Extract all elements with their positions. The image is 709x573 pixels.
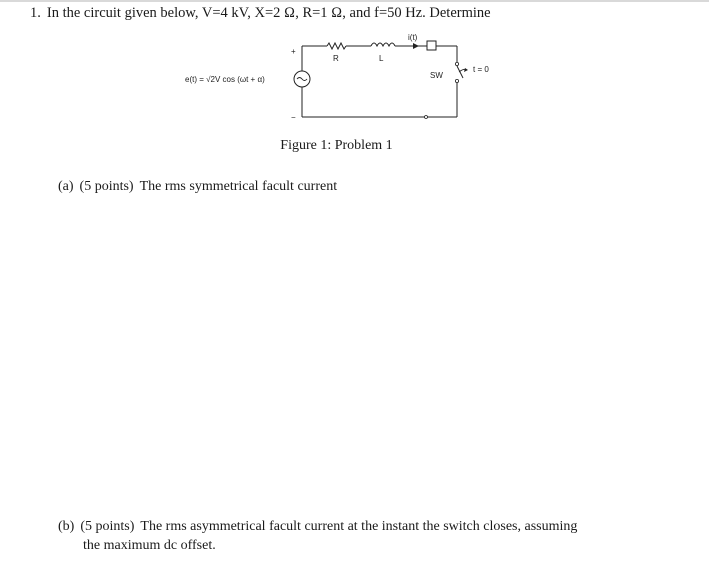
- top-rule: [0, 0, 709, 2]
- figure-caption: [0, 138, 709, 154]
- problem-number: 1.: [30, 5, 41, 21]
- problem-text: In the circuit given below, V=4 kV, X=2 Ω, R=1 Ω, and f=50 Hz. Determine: [46, 5, 491, 21]
- problem-statement: [30, 5, 491, 22]
- minus-sign: −: [291, 113, 296, 122]
- part-a: [58, 177, 337, 196]
- breaker-icon: [427, 41, 436, 50]
- part-a-text: The rms symmetrical facult current: [139, 179, 338, 194]
- resistor-label: R: [333, 54, 339, 63]
- part-b: [58, 517, 678, 555]
- source-label: e(t) = √2V cos (ωt + α): [185, 75, 265, 84]
- inductor-icon: [371, 43, 395, 46]
- current-label: i(t): [408, 33, 418, 42]
- switch-icon: [457, 66, 463, 78]
- switch-label: SW: [430, 71, 443, 80]
- sine-wave-icon: [297, 78, 307, 81]
- circuit-figure: [175, 32, 515, 132]
- part-b-continuation: the maximum dc offset.: [83, 538, 216, 553]
- circuit-diagram: [175, 32, 515, 132]
- switch-time-label: t = 0: [473, 65, 489, 74]
- resistor-icon: [327, 43, 346, 49]
- part-b-points: (5 points): [80, 519, 135, 534]
- plus-sign: +: [291, 47, 296, 56]
- figure-caption-text: Figure 1: Problem 1: [280, 138, 393, 153]
- current-arrow-icon: [413, 43, 419, 49]
- part-a-points: (5 points): [79, 179, 134, 194]
- part-a-label: (a): [58, 179, 74, 194]
- part-b-text: The rms asymmetrical facult current at the instant the switch closes, assuming: [140, 519, 578, 534]
- inductor-label: L: [379, 54, 384, 63]
- part-b-label: (b): [58, 519, 75, 534]
